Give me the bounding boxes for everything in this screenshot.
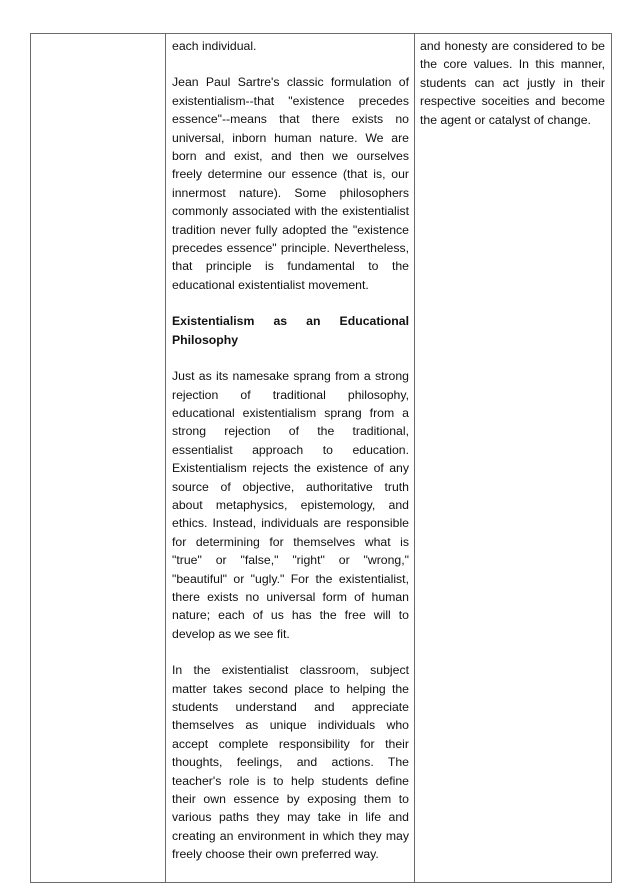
paragraph-intro: each individual. xyxy=(172,39,257,53)
document-table xyxy=(30,33,612,883)
section-heading: Existentialism as an Educational Philosophy xyxy=(172,314,409,347)
side-text-block xyxy=(415,34,611,129)
paragraph-educational-existentialism: Just as its namesake sprang from a strong rejection of traditional philosophy, educational existentialism sprang from a strong rejection of the traditional, essentialist approach to education. Existentialism rejects the existence of any source of objective, authoritative truth about metaphysics, epistemology, and ethics. Instead, individuals are responsible for determining for themselves what is "true" or "false," "right" or "wrong," "beautiful" or "ugly." For the existentialist, there exists no universal form of human nature; each of us has the free will to develop as we see fit. xyxy=(172,369,409,641)
table-cell-side xyxy=(415,34,612,883)
paragraph-sartre: Jean Paul Sartre's classic formulation of existentialism--that "existence precedes essence"--means that there exists no universal, inborn human nature. We are born and exist, and then we ourselves freely determine our essence (that is, our innermost nature). Some philosophers commonly associated with the existentialist tradition never fully adopted the "existence precedes essence" principle. Nevertheless, that principle is fundamental to the educational existentialist movement. xyxy=(172,75,409,292)
table-cell-main xyxy=(166,34,415,883)
table-row xyxy=(31,34,612,883)
table-cell-empty xyxy=(31,34,166,883)
main-text-block xyxy=(166,34,414,864)
paragraph-core-values: and honesty are considered to be the core values. In this manner, students can act justly in their respective soceities and become the agent or catalyst of change. xyxy=(420,39,605,127)
paragraph-classroom: In the existentialist classroom, subject matter takes second place to helping the students understand and appreciate themselves as unique individuals who accept complete responsibility for their thoughts, feelings, and actions. The teacher's role is to help students define their own essence by exposing them to various paths they may take in life and creating an environment in which they may freely choose their own preferred way. xyxy=(172,663,409,862)
